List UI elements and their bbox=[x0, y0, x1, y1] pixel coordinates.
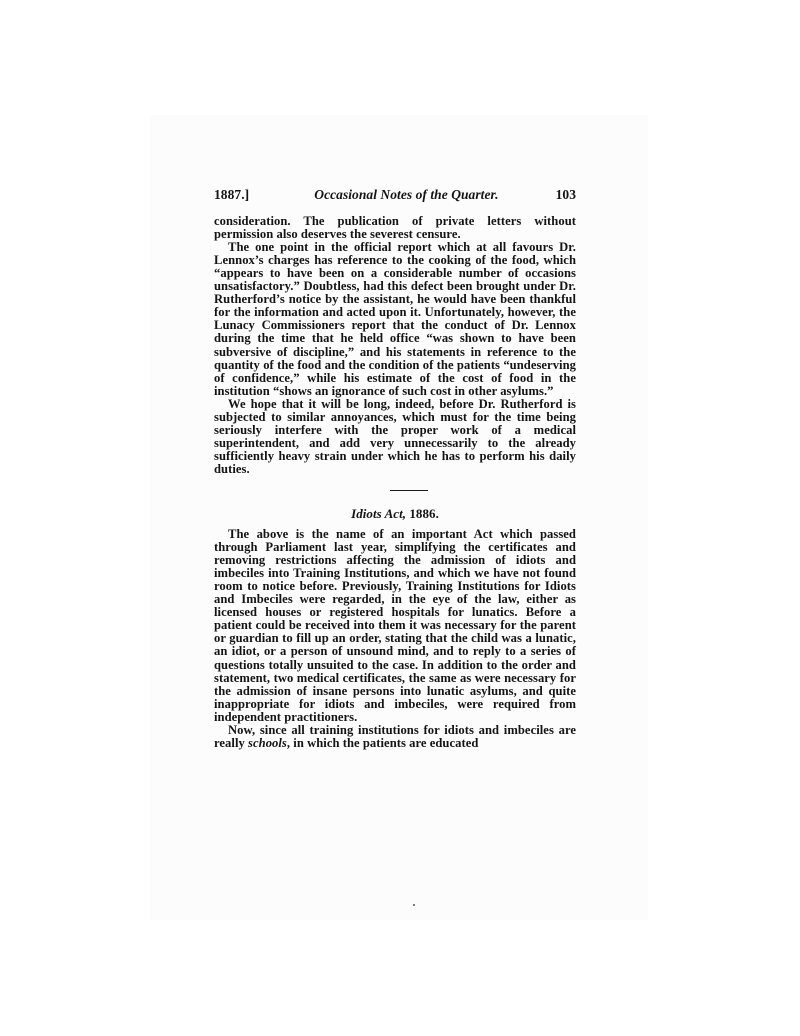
running-head-year: 1887.] bbox=[214, 187, 250, 202]
paragraph: consideration. The publication of private letters without permission also deserves the severest censure. bbox=[214, 214, 576, 242]
section-divider bbox=[390, 490, 428, 491]
section-heading-title: Idiots Act, bbox=[351, 505, 407, 521]
section-heading-year: 1886. bbox=[406, 505, 439, 521]
paragraph-text: Now, since all training institutions for idiots and imbeciles are really bbox=[214, 722, 576, 750]
scan-speck bbox=[413, 904, 415, 906]
paragraph-text: , in which the patients are educated bbox=[286, 735, 479, 750]
paragraph bbox=[214, 724, 576, 750]
text-column bbox=[214, 188, 576, 750]
emphasis-schools: schools bbox=[248, 735, 287, 750]
section-heading bbox=[214, 507, 576, 520]
running-head-title: Occasional Notes of the Quarter. bbox=[314, 187, 499, 202]
paragraph: We hope that it will be long, indeed, before Dr. Rutherford is subjected to similar annoyances, which must for the time being seriously interfere with the proper work of a medical superintendent, and add very unnecessarily to the already sufficiently heavy strain under which he has to perform his daily duties. bbox=[214, 396, 576, 476]
page-number: 103 bbox=[555, 187, 576, 202]
paragraph: The above is the name of an important Act which passed through Parliament last year, simplifying the certificates and removing restrictions affecting the admission of idiots and imbeciles into Training Institutions, and which we have not found room to notice before. Previously, Training Institutions for Idiots and Imbeciles were regarded, in the eye of the law, either as licensed houses or registered hospitals for lunatics. Before a patient could be received into them it was necessary for the parent or guardian to fill up an order, stating that the child was a lunatic, an idiot, or a person of unsound mind, and to reply to a series of questions totally unsuited to the case. In addition to the order and statement, two medical certificates, the same as were necessary for the admission of insane persons into lunatic asylums, and quite inappropriate for idiots and imbeciles, were required from independent practitioners. bbox=[214, 527, 576, 724]
running-head bbox=[214, 188, 576, 201]
paragraph: The one point in the official report which at all favours Dr. Lennox’s charges has reference to the cooking of the food, which “appears to have been on a considerable number of occasions unsatisfactory.” Doubtless, had this defect been brought under Dr. Rutherford’s notice by the assistant, he would have been thankful for the information and acted upon it. Unfortunately, however, the Lunacy Commissioners report that the conduct of Dr. Lennox during the time that he held office “was shown to have been subversive of discipline,” and his statements in reference to the quantity of the food and the condition of the patients “undeserving of confidence,” while his estimate of the cost of food in the institution “shows an ignorance of such cost in other asylums.” bbox=[214, 240, 576, 398]
